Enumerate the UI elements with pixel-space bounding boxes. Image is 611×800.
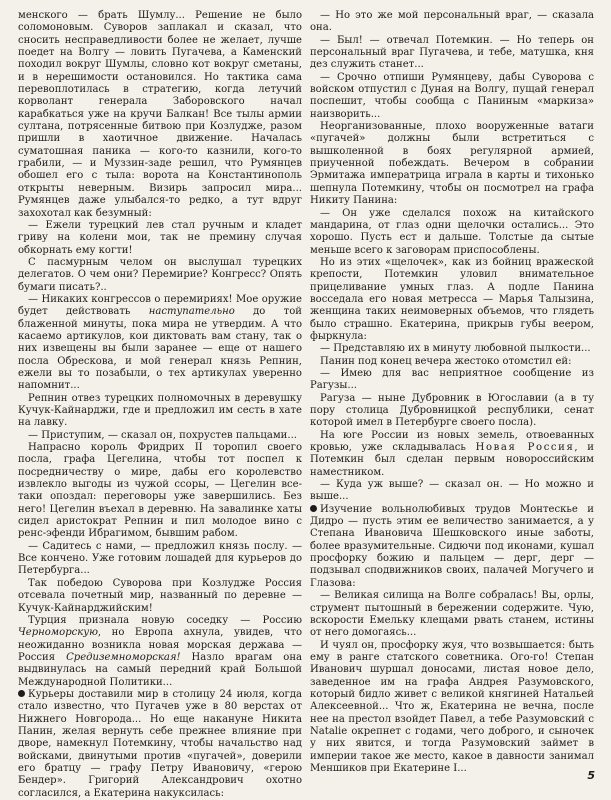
text-run: Назло врагам она выдвинулась на самый передний край Большой Международной Политики... xyxy=(18,651,302,688)
paragraph xyxy=(310,504,594,590)
text-run: Изучение вольнолюбивых трудов Монтескье и Дидро — пусть этим ее величество занимается, а у Степана Ивановича Шешковского иные заботы, более вразумительные. Сидючи под иконами, кушал просфорку божию и пальцем — дерг, дерг — подзывал сподвижников своих, палачей Могучего и Глазова: xyxy=(310,503,594,589)
text-run: Турция признала новую соседку — Россию xyxy=(28,614,302,626)
paragraph: Панин под конец вечера жестоко отомстил ей: xyxy=(320,355,572,367)
paragraph: — Садитесь с нами, — предложил князь послу. — Все кончено. Уже готовим лошадей для курьеров до Петербурга... xyxy=(18,540,302,577)
paragraph: С пасмурным челом он выслушал турецких делегатов. О чем они? Перемирие? Конгресс? Опять бумаги писать?.. xyxy=(18,256,302,293)
paragraph: Напрасно король Фридрих II торопил своего посла, графа Цегелина, чтобы тот поспел к посредничеству о мире, дабы его королевство извлекло выгоды из чужой ссоры, — Цегелин все-таки опоздал: переговоры уже завершились. Без него! Цегелин въехал в деревню. На завалинке хаты сидел аристократ Репнин и пил молодое вино с ренс-эфенди Ибрагимом, бывшим рабом. xyxy=(18,442,302,540)
paragraph: И чуял он, просфорку жуя, что возвышается: быть ему в ранге статского советника. Ого-го! Степан Иванович шуршал доносами, листая новое дело, заведенное им на графа Андрея Разумовского, который бидло живет с великой княгиней Натальей Алексеевной... Что ж, Екатерина не вечна, после нее на престол взойдет Павел, а тебе Разумовский с Natalie окрепнет с годами, чего доброго, и сыночек у них явится, и тогда Разумовский займет в империи такое же место, какое в давности занимал Меншиков при Екатерине I... xyxy=(310,639,594,774)
text-run: до той блаженной минуты, пока мира не утвердим. А что касаемо артикулов, кои диктовать вам стану, так о них извещены вы были заранее — еще от нашего посла Обрескова, и мой генерал князь Репнин, ежели вы то позабыли, о тех артикулах уверенно напомнит... xyxy=(18,306,302,392)
paragraph xyxy=(310,430,594,479)
paragraph: менского — брать Шумлу... Решение не было соломоновым. Суворов заплакал и сказал, что сносить несправедливости более не желает, лучше поедет на Волгу — ловить Пугачева, а Каменский походил вокруг Шумлы, словно кот вокруг сметаны, и в нерешимости остановился. Но тактика сама перевоплотилась в стратегию, когда летучий корволант генерала Заборовского начал карабкаться уже на кручи Балкан! Все тылы армии султана, потрясенные битвою при Козлудже, разом пришли в хаотичное движение. Началась суматошная паника — кого-то казнили, кого-то грабили, — и Муззин-заде решил, что Румянцев обошел его с тыла: ворота на Константинополь открыты неверным. Визирь запросил мира... Румянцев даже улыбался-то редко, а тут вдруг захохотал как безумный: xyxy=(18,10,302,219)
section-bullet-icon xyxy=(18,690,25,697)
emphasis-text: Черноморскую xyxy=(18,627,98,639)
text-run: На юге России из новых земель, отвоеванных кровью, уже складывалась xyxy=(310,429,594,454)
paragraph xyxy=(18,615,302,689)
emphasis-text: наступательно xyxy=(148,306,235,318)
paragraph: — Великая силища на Волге собралась! Вы, орлы, струмент пытошный в бережении содержите. Чую, вскорости Емельку клещами рвать станем, истины от него домогаясь... xyxy=(310,590,594,639)
page-number: 5 xyxy=(587,769,595,782)
text-run: , и Потемкин был сделан первым новороссийским наместником. xyxy=(310,442,594,478)
paragraph: — Куда уж выше? — сказал он. — Но можно и выше... xyxy=(310,479,594,503)
right-column xyxy=(310,10,594,775)
paragraph: — Срочно отпиши Румянцеву, дабы Суворова с войском отпустил с Дуная на Волгу, пущай генерал поспешит, чтобы сообща с Паниным «маркиза» наизворить... xyxy=(310,71,594,120)
paragraph: — Был! — отвечал Потемкин. — Но теперь он персональный враг Пугачева, и тебе, матушка, кня дез служить станет... xyxy=(310,34,594,71)
paragraph xyxy=(18,689,302,800)
paragraph: Репнин отвез турецких полномочных в деревушку Кучук-Кайнарджи, где и предложил им сесть в хате на лавку. xyxy=(18,392,302,429)
text-run: Курьеры доставили мир в столицу 24 июля, когда стало известно, что Пугачев уже в 80 верстах от Нижнего Новгорода... Но еще накануне Никита Панин, желая вернуть себе прежнее влияние при дворе, намекнул Потемкину, чтобы начальство над войсками, двинутыми против «пугачей», доверили его братцу — графу Петру Ивановичу, «герою Бендер». Григорий Александрович охотно согласился, а Екатерина накуксилась: xyxy=(18,688,302,799)
paragraph: — Он уже сделался похож на китайского мандарина, от глаз одни щелочки остались... Это хорошо. Пусть ест и дальше. Толстые да сытые меньше всего к заговорам приспособлены. xyxy=(310,207,594,256)
paragraph: Так победою Суворова при Козлудже Россия отсевала почетный мир, названный по деревне — Кучук-Кайнарджийским! xyxy=(18,577,302,614)
paragraph xyxy=(18,294,302,393)
paragraph: Но из этих «щелочек», как из бойниц вражеской крепости, Потемкин уловил внимательное прицеливание умных глаз. А подле Панина восседала его новая метресса — Марья Талызина, женщина таких неимоверных объемов, что глядеть было страшно. Екатерина, прикрыв губы веером, фыркнула: xyxy=(310,256,594,342)
text-run: — Никаких конгрессов о перемириях! Мое оружие будет действовать xyxy=(18,293,302,318)
paragraph: — Приступим, — сказал он, похрустев пальцами... xyxy=(28,429,297,441)
emphasis-text: Средиземноморская! xyxy=(66,651,181,663)
section-bullet-icon xyxy=(310,505,317,512)
paragraph: Рагуза — ныне Дубровник в Югославии (а в ту пору столица Дубровницкой республики, сенат которой имел в Петербурге своего посла). xyxy=(310,392,594,429)
spaced-text: Новая Россия xyxy=(475,442,575,454)
left-column xyxy=(18,10,302,800)
paragraph: — Представляю их в минуту любовной пылкости... xyxy=(320,343,591,355)
paragraph: Неорганизованные, плохо вооруженные ватаги «пугачей» должны были встретиться с вышколенной в боях регулярной армией, приученной побеждать. Вечером в собрании Эрмитажа императрица играла в карты и тихонько шепнула Потемкину, чтобы он посмотрел на графа Никиту Панина: xyxy=(310,121,594,207)
text-run: , но Европа ахнула, увидев, что неожиданно возникла новая морская держава — Россия xyxy=(18,627,302,663)
paragraph: — Но это же мой персональный враг, — сказала она. xyxy=(310,10,594,34)
paragraph: — Имею для вас неприятное сообщение из Рагузы... xyxy=(310,367,594,392)
paragraph: — Ежели турецкий лев стал ручным и кладет гриву на колени мои, так не премину случая обкорнать ему когти! xyxy=(18,219,302,256)
